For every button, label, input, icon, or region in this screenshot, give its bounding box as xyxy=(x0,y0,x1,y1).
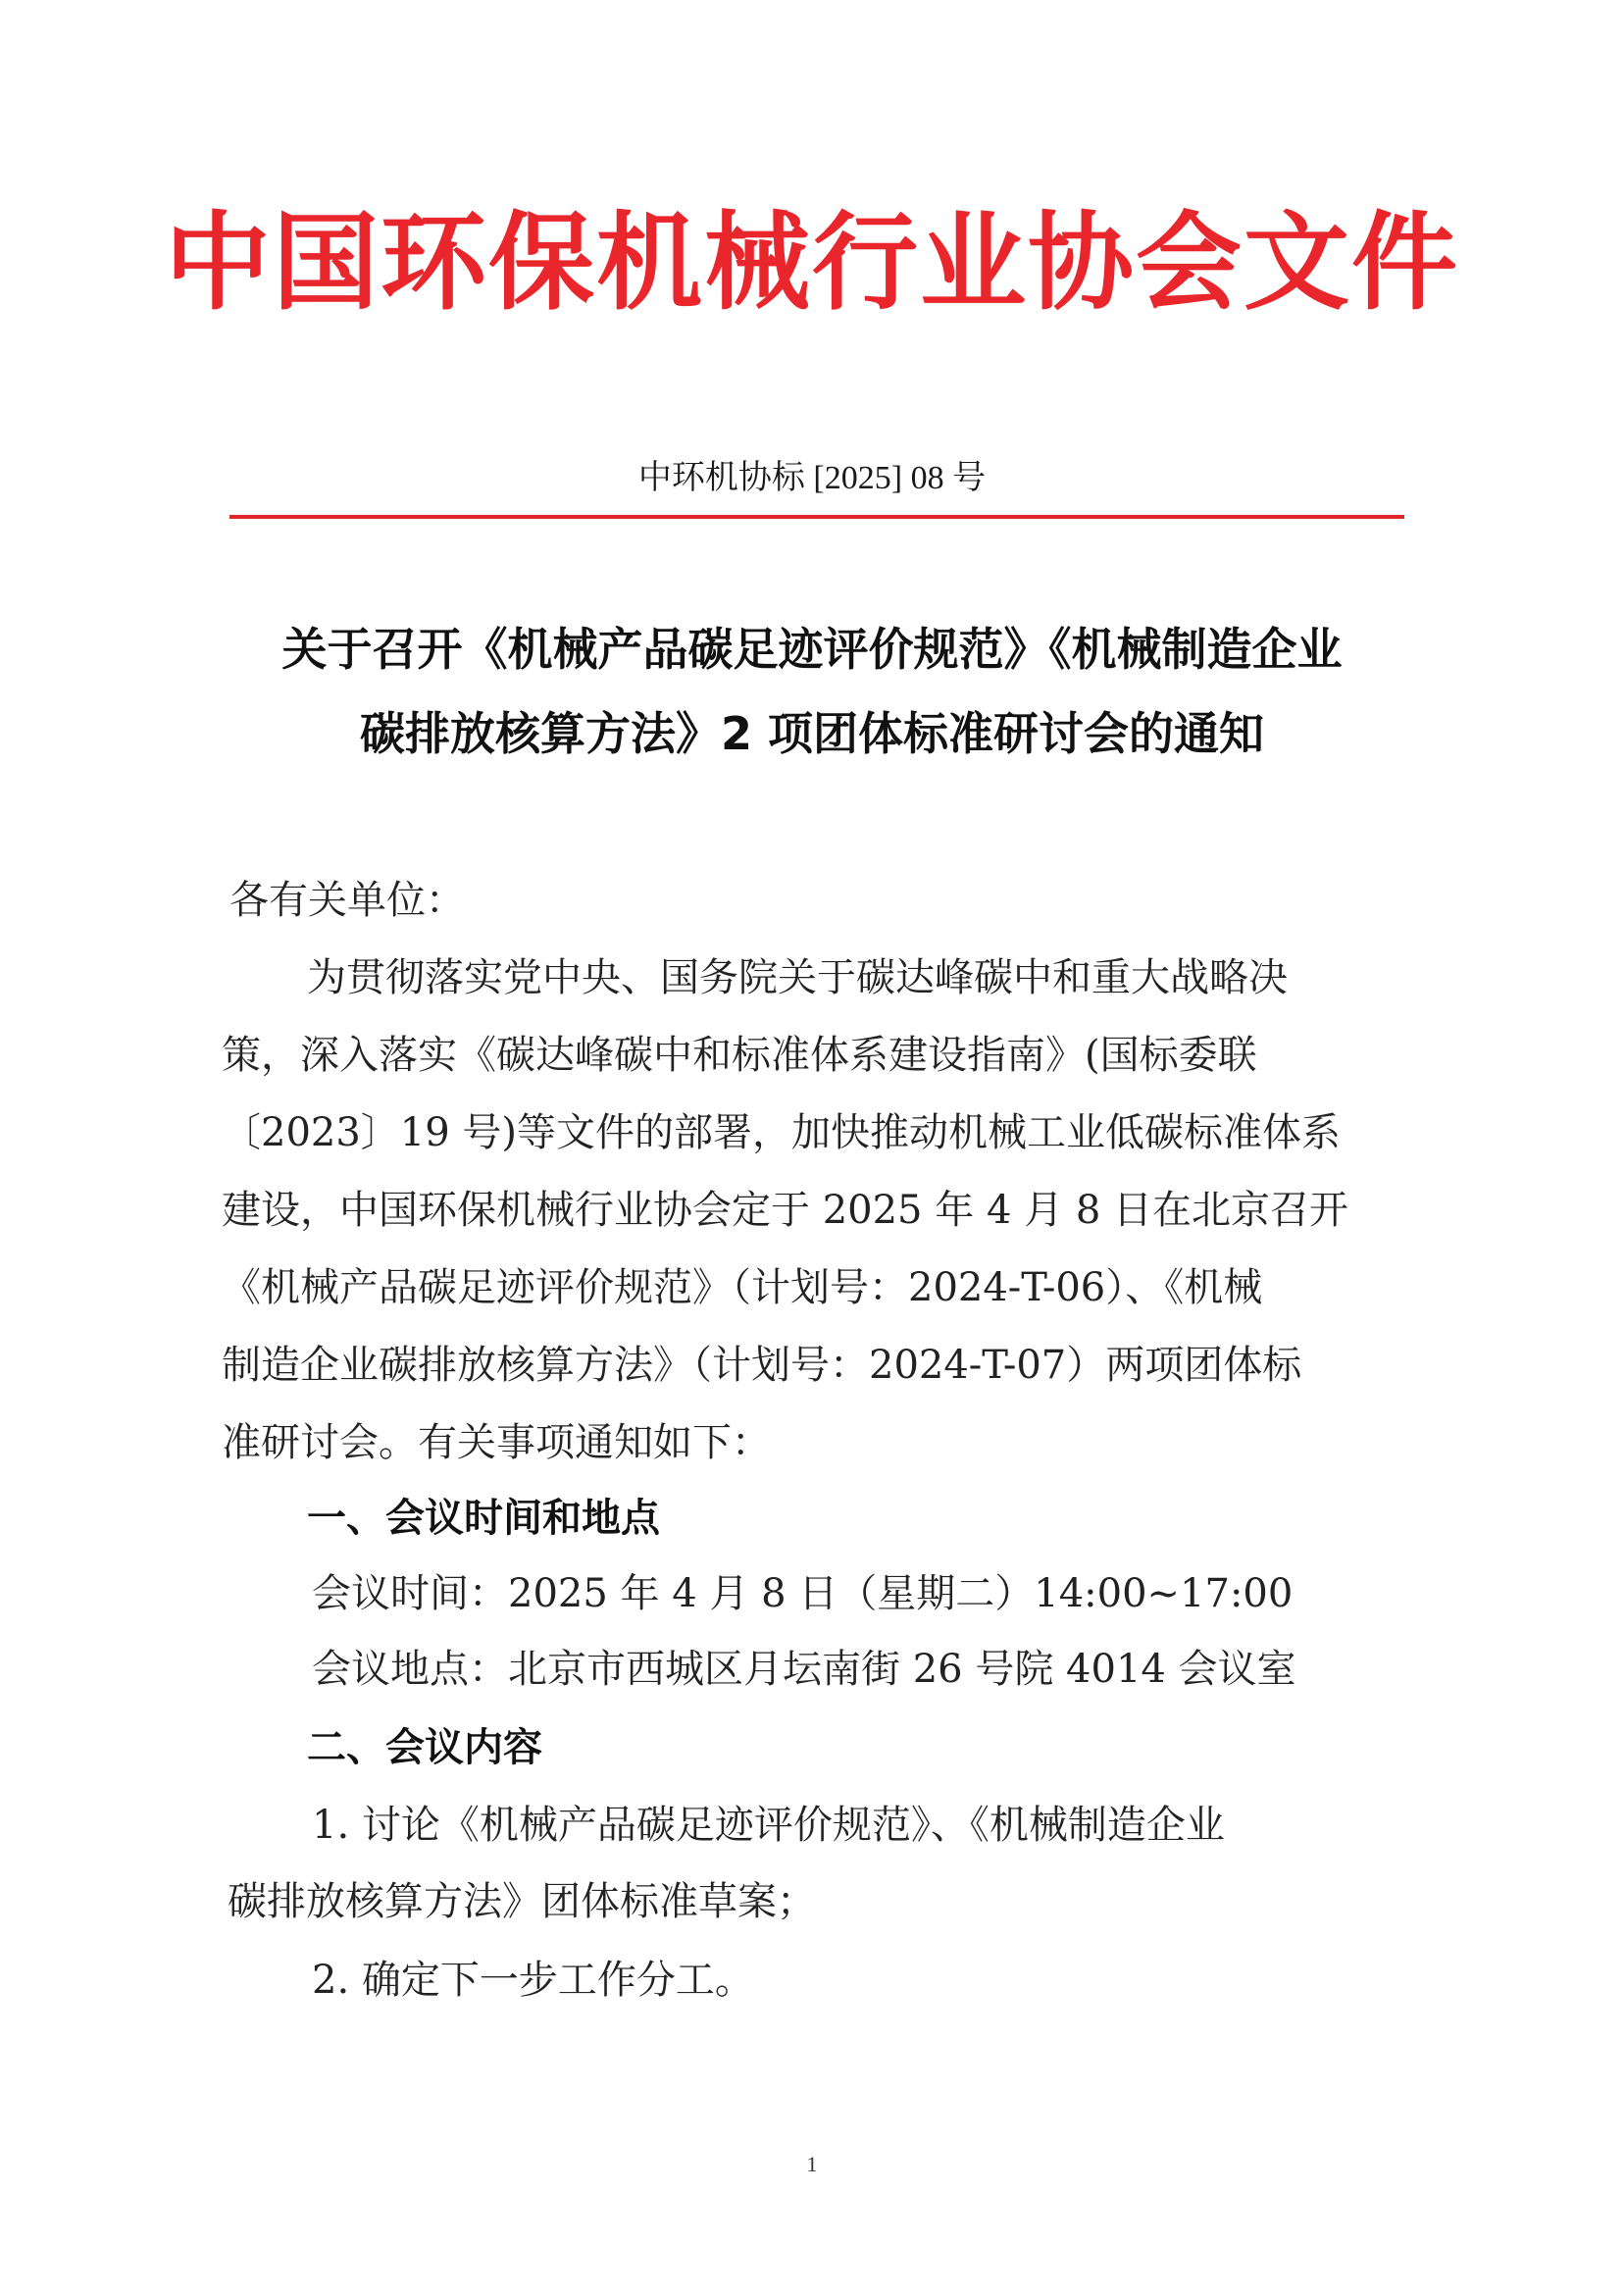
content-item-2: 2. 确定下一步工作分工。 xyxy=(312,1958,754,2003)
meeting-place: 会议地点：北京市西城区月坛南街 26 号院 4014 会议室 xyxy=(312,1647,1296,1692)
meeting-time: 会议时间：2025 年 4 月 8 日（星期二）14:00~17:00 xyxy=(312,1571,1294,1616)
intro-line-3: 〔2023〕19 号)等文件的部署，加快推动机械工业低碳标准体系 xyxy=(222,1110,1342,1155)
intro-line-2: 策，深入落实《碳达峰碳中和标准体系建设指南》(国标委联 xyxy=(222,1033,1257,1078)
document-number: 中环机协标 [2025] 08 号 xyxy=(637,460,987,496)
content-item-1-line-2: 碳排放核算方法》团体标准草案； xyxy=(228,1879,816,1924)
notice-title-line-2: 碳排放核算方法》2 项团体标准研讨会的通知 xyxy=(359,707,1265,760)
masthead-title: 中国环保机械行业协会文件 xyxy=(164,201,1459,325)
page-number: 1 xyxy=(806,2152,818,2176)
intro-line-1: 为贯彻落实党中央、国务院关于碳达峰碳中和重大战略决 xyxy=(307,955,1288,1000)
salutation: 各有关单位： xyxy=(229,878,465,923)
intro-line-5: 《机械产品碳足迹评价规范》（计划号：2024-T-06）、《机械 xyxy=(222,1265,1263,1310)
intro-line-4: 建设，中国环保机械行业协会定于 2025 年 4 月 8 日在北京召开 xyxy=(222,1188,1348,1233)
content-item-1-line-1: 1. 讨论《机械产品碳足迹评价规范》、《机械制造企业 xyxy=(312,1803,1225,1848)
intro-line-6: 制造企业碳排放核算方法》（计划号：2024-T-07）两项团体标 xyxy=(222,1343,1302,1388)
red-divider-line xyxy=(229,515,1404,519)
notice-title-line-1: 关于召开《机械产品碳足迹评价规范》《机械制造企业 xyxy=(281,623,1343,676)
intro-line-7: 准研讨会。有关事项通知如下： xyxy=(222,1420,771,1465)
section-heading-time-place: 一、会议时间和地点 xyxy=(307,1496,660,1541)
section-heading-content: 二、会议内容 xyxy=(307,1725,542,1770)
